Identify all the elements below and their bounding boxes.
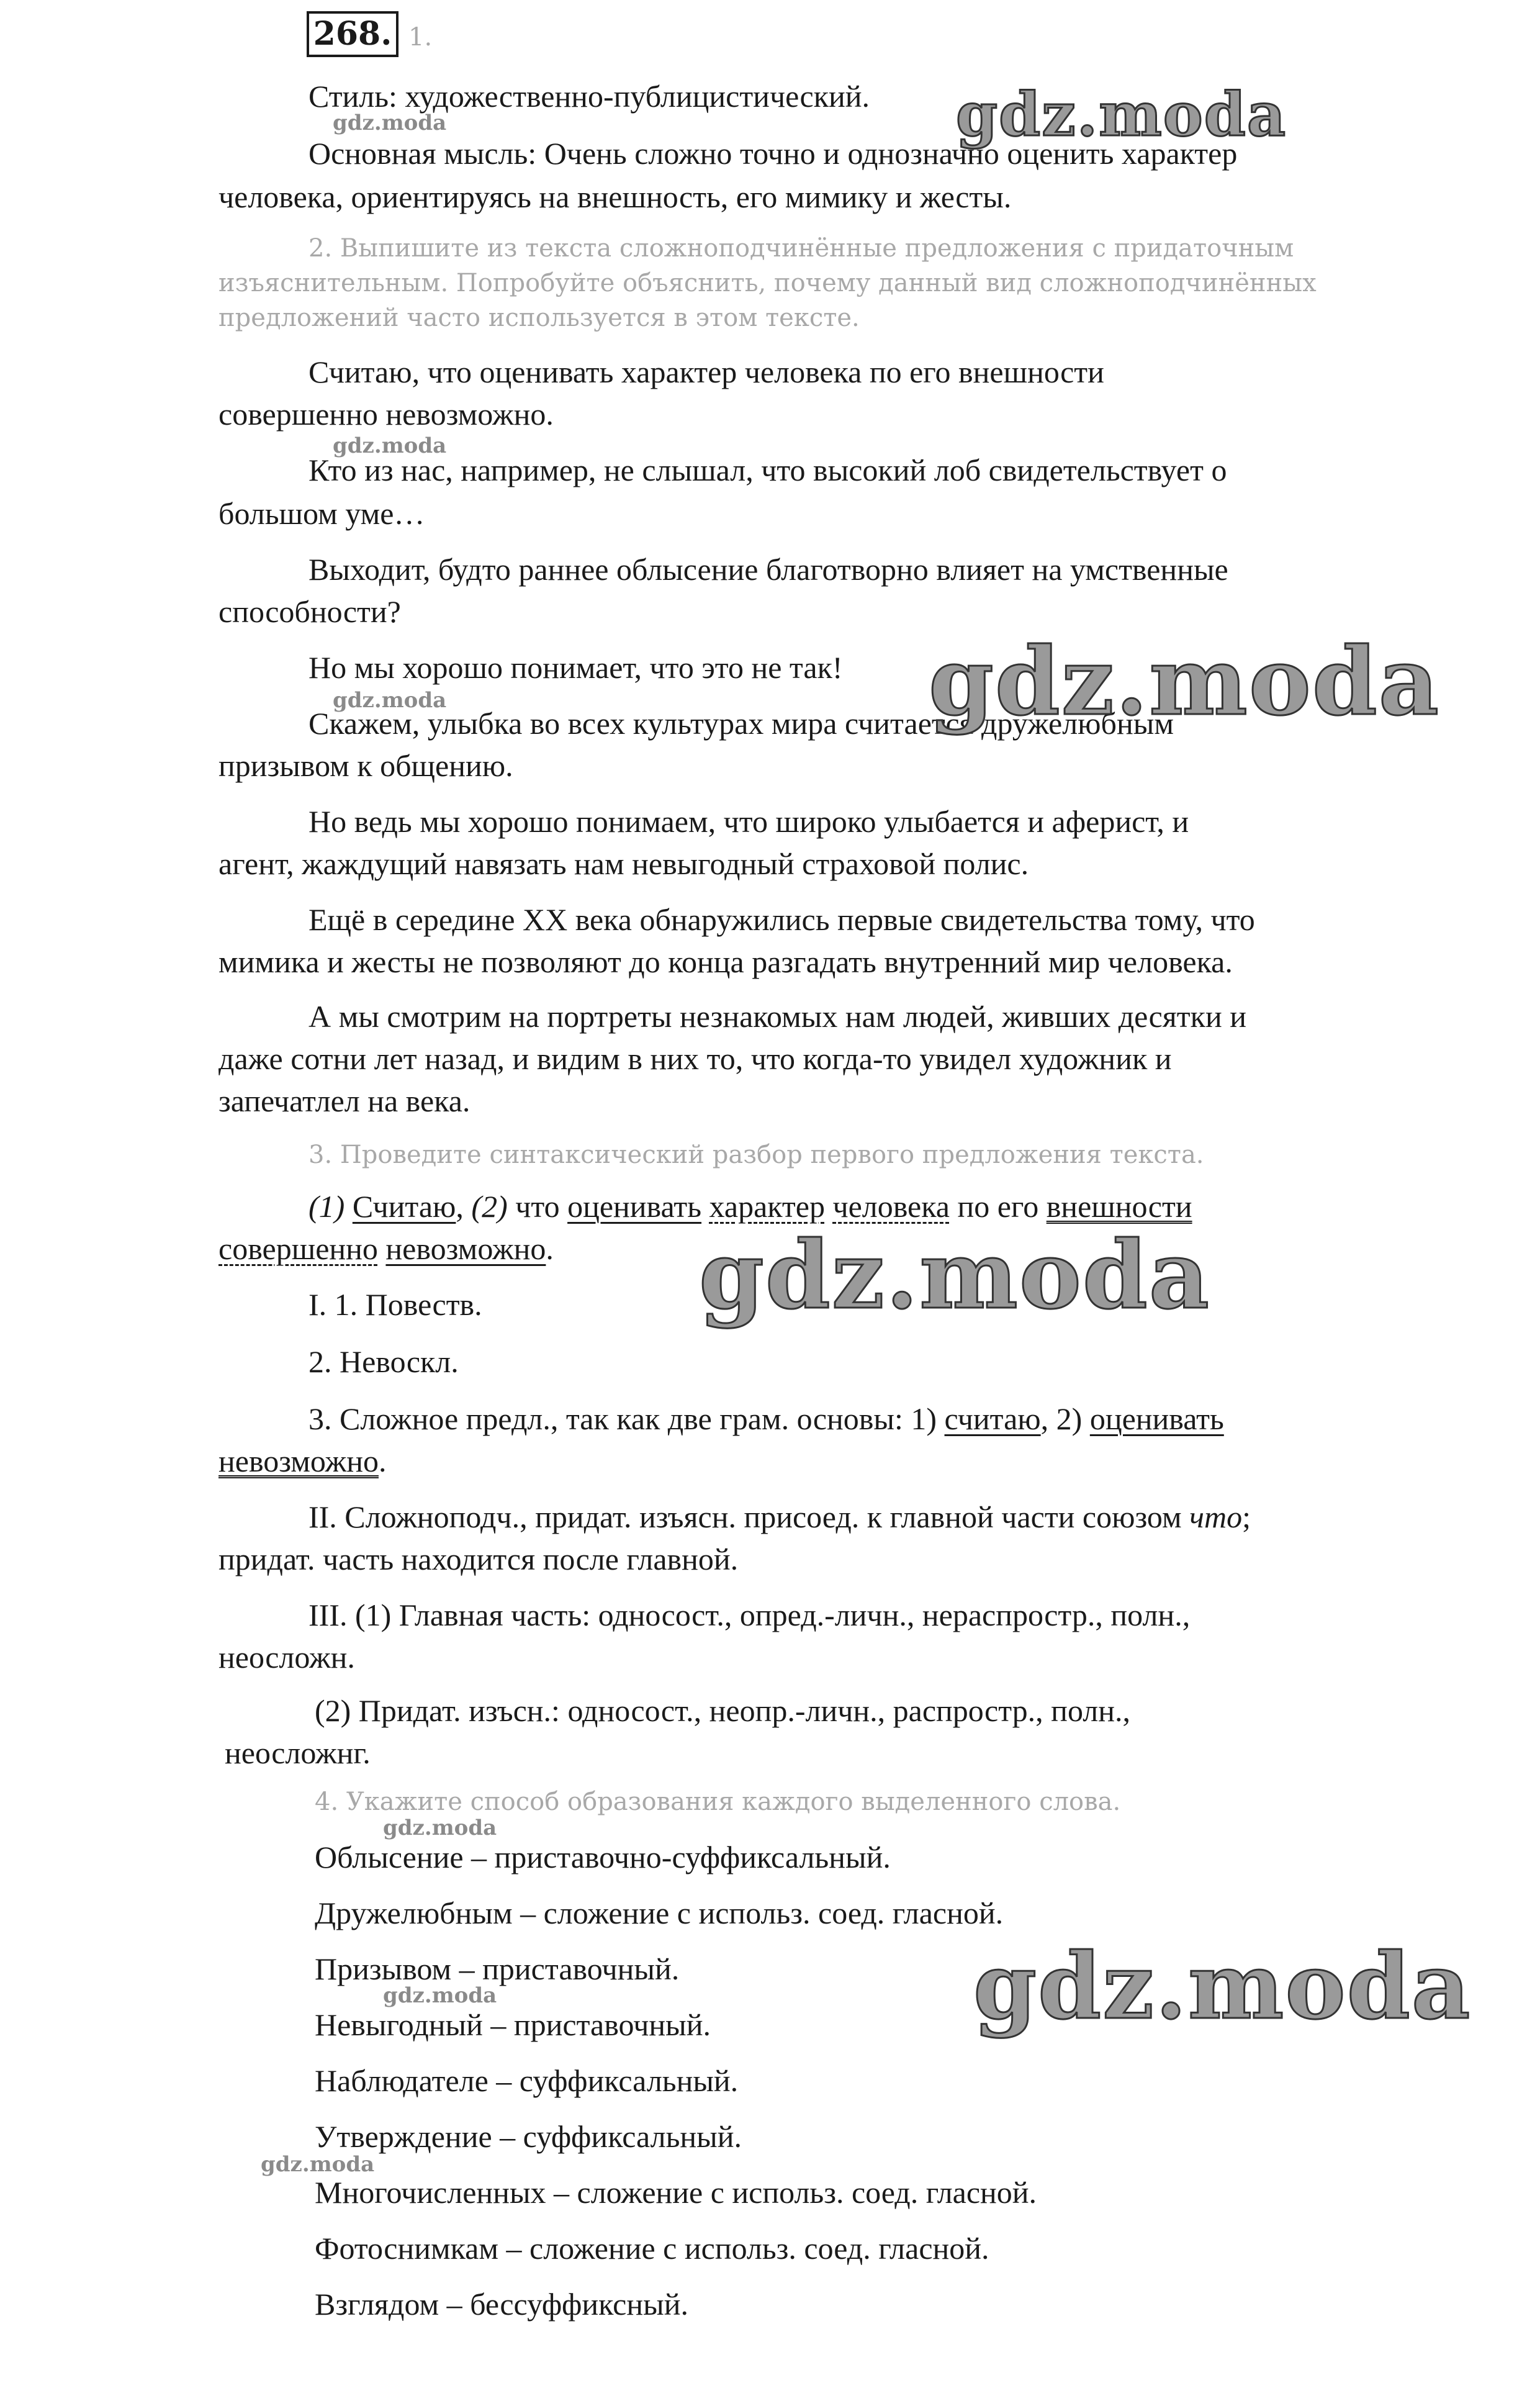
- task-3-line-1: 3. Проведите синтаксический разбор первого предложения текста.: [308, 1141, 1204, 1169]
- conjunction-italic: что: [1189, 1499, 1243, 1534]
- parsed-sentence-line-2: [218, 1228, 554, 1269]
- semicolon: ;: [1242, 1499, 1251, 1534]
- adverbial-word: совершенно: [218, 1231, 378, 1266]
- conjunction-word: что: [515, 1189, 560, 1224]
- main-idea-line-1: Основная мысль: Очень сложно точно и однозначно оценить характер: [308, 136, 1238, 171]
- predicate-word-1: Считаю: [352, 1189, 456, 1224]
- analysis-point-4-line-1: [308, 1496, 1251, 1537]
- sentence-7-line-2: мимика и жесты не позволяют до конца разгадать внутренний мир человека.: [218, 944, 1233, 979]
- sentence-3-line-1: Выходит, будто раннее облысение благотворно влияет на умственные: [308, 552, 1228, 587]
- analysis-point-3-end: .: [378, 1444, 387, 1478]
- analysis-point-5-line-1: III. (1) Главная часть: односост., опред.-личн., нераспростр., полн.,: [308, 1598, 1191, 1632]
- task-2-line-3: предложений часто используется в этом тексте.: [218, 304, 860, 332]
- comma: ,: [456, 1189, 464, 1224]
- clause-marker-1: (1): [308, 1189, 345, 1224]
- analysis-point-5-line-2: неосложн.: [218, 1640, 355, 1675]
- main-idea-line-2: человека, ориентируясь на внешность, его мимику и жесты.: [218, 179, 1012, 214]
- plain-words: по его: [957, 1189, 1039, 1224]
- exercise-number: 268.: [307, 11, 399, 57]
- basis-2-word-2: невозможно: [218, 1444, 379, 1478]
- sentence-5-line-1: Скажем, улыбка во всех культурах мира считается дружелюбным: [308, 706, 1174, 741]
- task-2-line-1: 2. Выпишите из текста сложноподчинённые предложения с придаточным: [308, 234, 1294, 263]
- watermark-small: gdz.moda: [333, 433, 447, 458]
- sentence-6-line-2: агент, жаждущий навязать нам невыгодный страховой полис.: [218, 846, 1029, 881]
- sentence-3-line-2: способности?: [218, 594, 401, 629]
- sentence-8-line-1: А мы смотрим на портреты незнакомых нам людей, живших десятки и: [308, 999, 1246, 1034]
- object-word-2: человека: [832, 1189, 950, 1224]
- task-1-number: 1.: [408, 23, 433, 52]
- word-formation-item: Призывом – приставочный.: [315, 1951, 680, 1986]
- watermark-small: gdz.moda: [333, 688, 447, 713]
- word-formation-item: Дружелюбным – сложение с использ. соед. гласной.: [315, 1896, 1004, 1930]
- basis-1-word: считаю: [944, 1401, 1041, 1436]
- watermark-large: gdz.moda: [956, 79, 1287, 150]
- watermark-small: gdz.moda: [383, 1816, 497, 1840]
- sentence-6-line-1: Но ведь мы хорошо понимаем, что широко улыбается и аферист, и: [308, 804, 1189, 839]
- watermark-large: gdz.moda: [929, 627, 1441, 736]
- predicate-word-2: невозможно: [385, 1231, 546, 1266]
- analysis-point-4-text: II. Сложноподч., придат. изъясн. присоед. к главной части союзом: [308, 1499, 1190, 1534]
- analysis-point-3-mid: , 2): [1040, 1401, 1090, 1436]
- sentence-8-line-3: запечатлел на века.: [218, 1083, 471, 1118]
- sentence-7-line-1: Ещё в середине XX века обнаружились первые свидетельства тому, что: [308, 902, 1255, 937]
- word-formation-item: Невыгодный – приставочный.: [315, 2007, 711, 2042]
- analysis-point-2: 2. Невоскл.: [308, 1344, 459, 1379]
- watermark-large: gdz.moda: [699, 1221, 1211, 1330]
- task-2-line-2: изъяснительным. Попробуйте объяснить, почему данный вид сложноподчинённых: [218, 269, 1317, 297]
- analysis-point-6-line-1: (2) Придат. изъсн.: односост., неопр.-личн., распростр., полн.,: [315, 1693, 1130, 1728]
- watermark-small: gdz.moda: [333, 111, 447, 135]
- watermark-large: gdz.moda: [973, 1933, 1472, 2040]
- sentence-8-line-2: даже сотни лет назад, и видим в них то, что когда-то увидел художник и: [218, 1041, 1172, 1076]
- word-formation-item: Фотоснимкам – сложение с использ. соед. гласной.: [315, 2231, 989, 2266]
- sentence-1-line-1: Считаю, что оценивать характер человека по его внешности: [308, 355, 1104, 389]
- sentence-1-line-2: совершенно невозможно.: [218, 397, 554, 432]
- sentence-2-line-2: большом уме…: [218, 496, 425, 531]
- word-formation-item: Утверждение – суффиксальный.: [315, 2119, 742, 2154]
- style-line: Стиль: художественно-публицистический.: [308, 79, 870, 114]
- analysis-point-6-line-2: неосложнг.: [225, 1735, 371, 1770]
- sentence-4-line-1: Но мы хорошо понимает, что это не так!: [308, 650, 843, 685]
- word-formation-item: Облысение – приставочно-суффиксальный.: [315, 1840, 891, 1874]
- analysis-point-3-line-1: [308, 1398, 1224, 1439]
- analysis-point-4-line-2: придат. часть находится после главной.: [218, 1542, 739, 1576]
- attribute-word: внешности: [1046, 1189, 1192, 1224]
- task-4-line-1: 4. Укажите способ образования каждого выделенного слова.: [315, 1788, 1121, 1816]
- object-word-1: характер: [709, 1189, 825, 1224]
- watermark-small: gdz.moda: [383, 1983, 497, 2008]
- word-formation-item: Многочисленных – сложение с использ. соед. гласной.: [315, 2175, 1037, 2210]
- period: .: [546, 1231, 554, 1266]
- analysis-point-3-line-2: [218, 1440, 386, 1481]
- analysis-point-1: I. 1. Повеств.: [308, 1287, 482, 1322]
- word-formation-item: Наблюдателе – суффиксальный.: [315, 2063, 739, 2098]
- clause-marker-2: (2): [471, 1189, 508, 1224]
- basis-2-word-1: оценивать: [1089, 1401, 1224, 1436]
- analysis-point-3-text: 3. Сложное предл., так как две грам. основы: 1): [308, 1401, 945, 1436]
- word-formation-item: Взглядом – бессуффиксный.: [315, 2287, 688, 2322]
- watermark-small: gdz.moda: [261, 2152, 375, 2177]
- sentence-2-line-1: Кто из нас, например, не слышал, что высокий лоб свидетельствует о: [308, 453, 1227, 487]
- subject-word: оценивать: [567, 1189, 702, 1224]
- sentence-5-line-2: призывом к общению.: [218, 748, 513, 783]
